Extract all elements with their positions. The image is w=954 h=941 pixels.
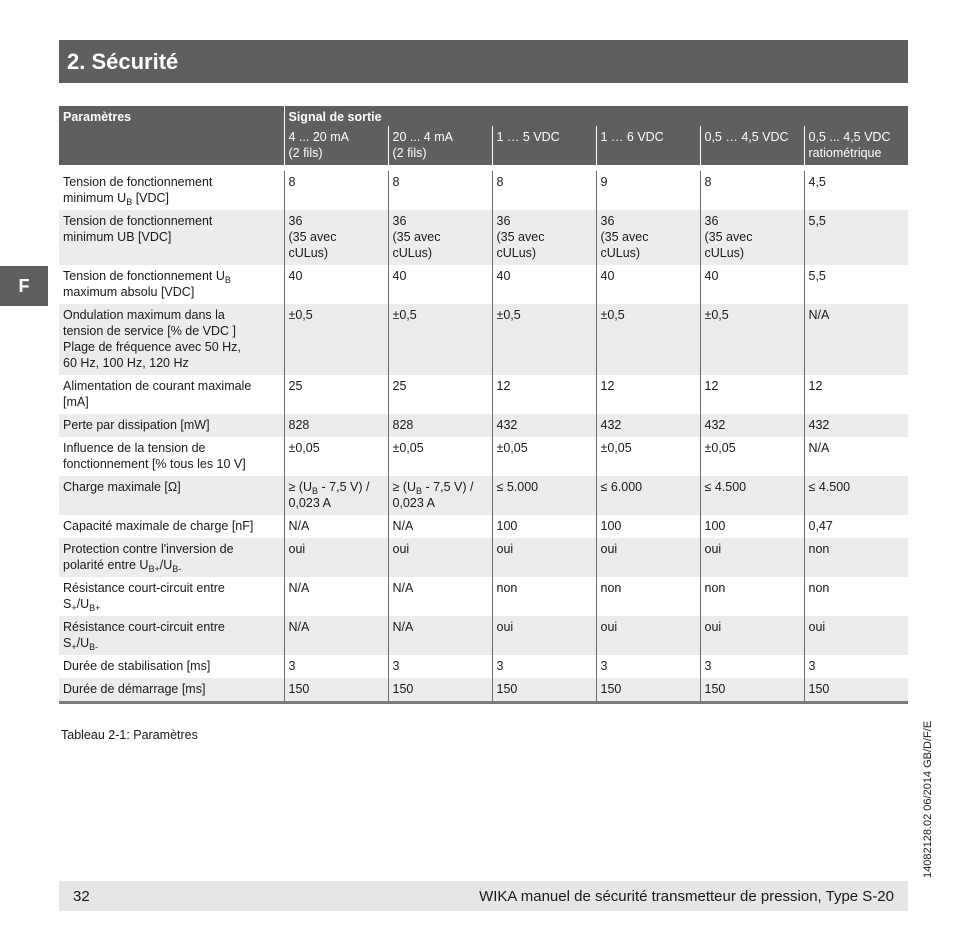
row-value: 5,5 bbox=[804, 265, 908, 304]
table-row bbox=[59, 437, 908, 476]
row-value: 25 bbox=[284, 375, 388, 414]
row-value: N/A bbox=[284, 577, 388, 616]
row-value: ≤ 4.500 bbox=[804, 476, 908, 515]
row-value: 12 bbox=[700, 375, 804, 414]
row-value: 9 bbox=[596, 171, 700, 210]
row-value: ≤ 6.000 bbox=[596, 476, 700, 515]
row-value: 3 bbox=[700, 655, 804, 678]
row-value: ±0,05 bbox=[700, 437, 804, 476]
row-value: 40 bbox=[492, 265, 596, 304]
table-caption: Tableau 2-1: Paramètres bbox=[61, 728, 198, 742]
row-value: non bbox=[492, 577, 596, 616]
row-value: 8 bbox=[700, 171, 804, 210]
row-value: 432 bbox=[596, 414, 700, 437]
row-value: 150 bbox=[492, 678, 596, 703]
row-value: ≤ 4.500 bbox=[700, 476, 804, 515]
language-tab-label: F bbox=[18, 275, 30, 296]
row-label: Capacité maximale de charge [nF] bbox=[59, 515, 284, 538]
section-title: 2. Sécurité bbox=[67, 48, 179, 74]
table-row bbox=[59, 210, 908, 265]
document-code: 14082128.02 06/2014 GB/D/F/E bbox=[922, 720, 934, 878]
row-value: oui bbox=[388, 538, 492, 577]
footer-title: WIKA manuel de sécurité transmetteur de pression, Type S-20 bbox=[479, 887, 894, 905]
signal-column-header: 0,5 ... 4,5 VDC ratiométrique bbox=[804, 126, 908, 165]
section-title-bar bbox=[59, 40, 908, 83]
row-value: ≥ ($U_B - 7,5$ V) / 0,023 A bbox=[284, 476, 388, 515]
table-row bbox=[59, 171, 908, 210]
row-label: Durée de démarrage [ms] bbox=[59, 678, 284, 703]
row-value: 150 bbox=[284, 678, 388, 703]
table-row bbox=[59, 304, 908, 375]
signal-column-header: 4 ... 20 mA (2 fils) bbox=[284, 126, 388, 165]
row-label: Tension de fonctionnement $U_B$ maximum absolu [VDC] bbox=[59, 265, 284, 304]
table-row bbox=[59, 265, 908, 304]
row-value: 12 bbox=[596, 375, 700, 414]
row-value: 100 bbox=[492, 515, 596, 538]
row-value: 100 bbox=[700, 515, 804, 538]
signal-column-header: 1 … 6 VDC bbox=[596, 126, 700, 165]
signal-column-header: 1 … 5 VDC bbox=[492, 126, 596, 165]
row-value: N/A bbox=[804, 304, 908, 375]
row-value: 12 bbox=[804, 375, 908, 414]
row-value: 3 bbox=[284, 655, 388, 678]
row-label: Résistance court-circuit entre $S_+/U_{B+}$ bbox=[59, 577, 284, 616]
row-value: ±0,5 bbox=[700, 304, 804, 375]
row-value: 828 bbox=[284, 414, 388, 437]
row-value: N/A bbox=[388, 616, 492, 655]
row-value: 36 (35 avec cULus) bbox=[284, 210, 388, 265]
row-value: oui bbox=[700, 538, 804, 577]
row-value: 432 bbox=[700, 414, 804, 437]
row-value: ±0,05 bbox=[284, 437, 388, 476]
row-value: 40 bbox=[596, 265, 700, 304]
row-value: 3 bbox=[804, 655, 908, 678]
table-row bbox=[59, 655, 908, 678]
row-label: Durée de stabilisation [ms] bbox=[59, 655, 284, 678]
signal-column-header: 0,5 … 4,5 VDC bbox=[700, 126, 804, 165]
row-value: N/A bbox=[284, 515, 388, 538]
row-value: 36 (35 avec cULus) bbox=[492, 210, 596, 265]
row-label: Ondulation maximum dans la tension de service [% de VDC ] Plage de fréquence avec 50 Hz, 60 Hz, 100 Hz, 120 Hz bbox=[59, 304, 284, 375]
row-value: oui bbox=[492, 538, 596, 577]
row-value: non bbox=[700, 577, 804, 616]
row-value: 8 bbox=[388, 171, 492, 210]
row-value: non bbox=[804, 538, 908, 577]
row-label: Alimentation de courant maximale [mA] bbox=[59, 375, 284, 414]
row-value: ≤ 5.000 bbox=[492, 476, 596, 515]
row-label: Charge maximale [Ω] bbox=[59, 476, 284, 515]
parameters-table bbox=[59, 106, 908, 704]
row-value: oui bbox=[804, 616, 908, 655]
row-value: 40 bbox=[284, 265, 388, 304]
row-value: N/A bbox=[804, 437, 908, 476]
row-value: 100 bbox=[596, 515, 700, 538]
header-output-signal: Signal de sortie bbox=[284, 106, 908, 126]
row-value: 828 bbox=[388, 414, 492, 437]
row-value: non bbox=[804, 577, 908, 616]
signal-column-header: 20 ... 4 mA (2 fils) bbox=[388, 126, 492, 165]
row-value: 150 bbox=[388, 678, 492, 703]
row-value: non bbox=[596, 577, 700, 616]
row-value: oui bbox=[596, 616, 700, 655]
row-value: 432 bbox=[492, 414, 596, 437]
table-row bbox=[59, 375, 908, 414]
row-value: ±0,5 bbox=[388, 304, 492, 375]
row-value: 36 (35 avec cULus) bbox=[596, 210, 700, 265]
row-label: Influence de la tension de fonctionnement [% tous les 10 V] bbox=[59, 437, 284, 476]
row-value: 8 bbox=[284, 171, 388, 210]
header-parameters: Paramètres bbox=[59, 106, 284, 165]
row-value: 150 bbox=[596, 678, 700, 703]
table-row bbox=[59, 476, 908, 515]
row-label: Protection contre l'inversion de polarité entre $U_{B+}/U_{B-}$ bbox=[59, 538, 284, 577]
row-value: 40 bbox=[700, 265, 804, 304]
row-value: N/A bbox=[388, 577, 492, 616]
row-value: 12 bbox=[492, 375, 596, 414]
row-value: ±0,5 bbox=[284, 304, 388, 375]
row-label: Résistance court-circuit entre $S_+/U_{B-}$ bbox=[59, 616, 284, 655]
row-value: 3 bbox=[492, 655, 596, 678]
row-value: 150 bbox=[700, 678, 804, 703]
row-value: 4,5 bbox=[804, 171, 908, 210]
row-value: ±0,05 bbox=[388, 437, 492, 476]
row-label: Tension de fonctionnement minimum UB [VDC] bbox=[59, 210, 284, 265]
row-value: N/A bbox=[284, 616, 388, 655]
row-value: 8 bbox=[492, 171, 596, 210]
table-row bbox=[59, 577, 908, 616]
table-row bbox=[59, 616, 908, 655]
row-value: 36 (35 avec cULus) bbox=[700, 210, 804, 265]
row-value: 3 bbox=[596, 655, 700, 678]
row-value: oui bbox=[700, 616, 804, 655]
table-row bbox=[59, 515, 908, 538]
row-value: oui bbox=[284, 538, 388, 577]
row-value: ±0,5 bbox=[596, 304, 700, 375]
row-value: 40 bbox=[388, 265, 492, 304]
row-value: oui bbox=[492, 616, 596, 655]
row-label: Tension de fonctionnement minimum $U_B$ [VDC] bbox=[59, 171, 284, 210]
table-row bbox=[59, 414, 908, 437]
table-row bbox=[59, 678, 908, 703]
row-value: 25 bbox=[388, 375, 492, 414]
page-number: 32 bbox=[73, 887, 90, 905]
row-value: 0,47 bbox=[804, 515, 908, 538]
row-value: ±0,5 bbox=[492, 304, 596, 375]
page-footer bbox=[59, 881, 908, 911]
row-value: 432 bbox=[804, 414, 908, 437]
row-value: 36 (35 avec cULus) bbox=[388, 210, 492, 265]
table-row bbox=[59, 538, 908, 577]
row-value: ≥ ($U_B - 7,5$ V) / 0,023 A bbox=[388, 476, 492, 515]
row-label: Perte par dissipation [mW] bbox=[59, 414, 284, 437]
row-value: oui bbox=[596, 538, 700, 577]
language-tab bbox=[0, 266, 48, 306]
row-value: ±0,05 bbox=[596, 437, 700, 476]
row-value: 5,5 bbox=[804, 210, 908, 265]
row-value: 150 bbox=[804, 678, 908, 703]
row-value: 3 bbox=[388, 655, 492, 678]
row-value: N/A bbox=[388, 515, 492, 538]
row-value: ±0,05 bbox=[492, 437, 596, 476]
